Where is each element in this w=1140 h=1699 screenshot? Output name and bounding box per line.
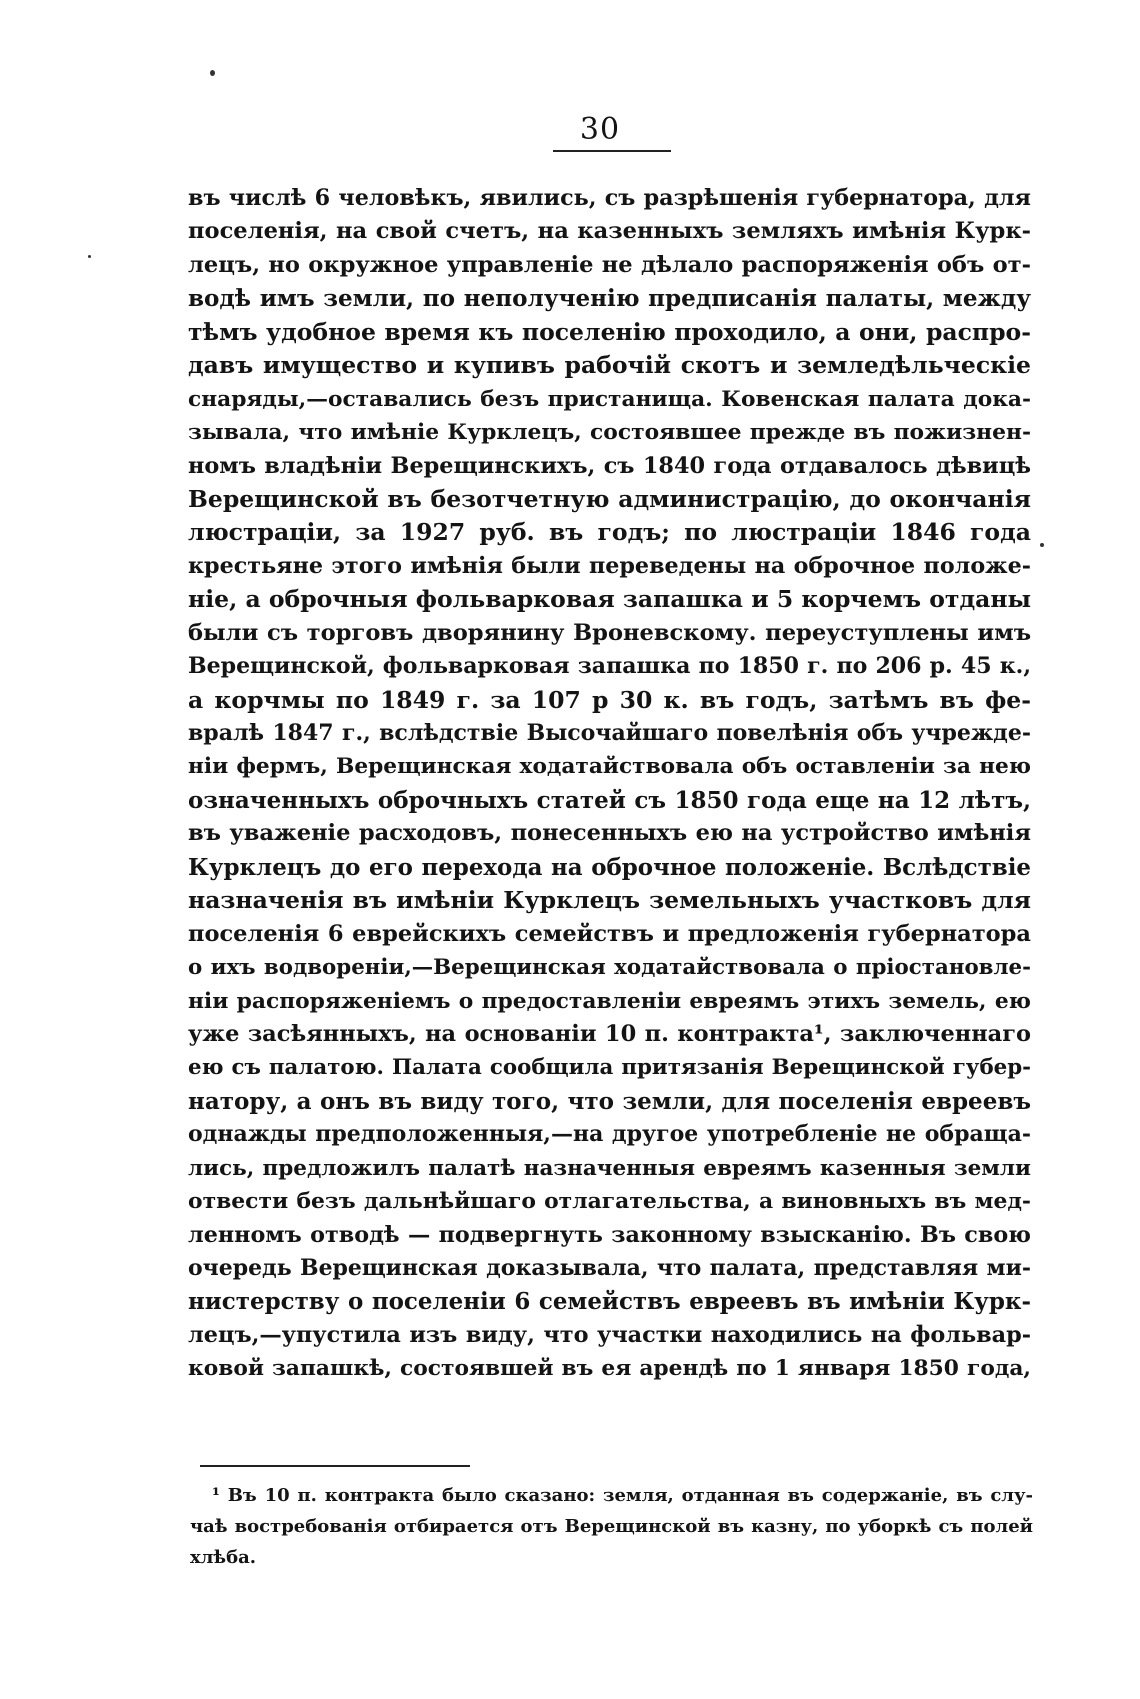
text-line: Верещинской, фольварковая запашка по 1850 г. по 206 р. 45 к., xyxy=(188,653,1031,680)
body-text xyxy=(188,182,1031,1386)
text-line: ніе, а оброчныя фольварковая запашка и 5 корчемъ отданы xyxy=(188,585,1031,614)
text-line: вралѣ 1847 г., вслѣдствіе Высочайшаго повелѣнія объ учрежде- xyxy=(188,720,1031,746)
text-line: снаряды,—оставались безъ пристанища. Ковенская палата дока- xyxy=(188,386,1031,412)
text-line: а корчмы по 1849 г. за 107 р 30 к. въ годъ, затѣмъ въ фе- xyxy=(188,685,1031,714)
text-line: тѣмъ удобное время къ поселенію проходило, а они, распро- xyxy=(188,317,1031,346)
text-line: номъ владѣніи Верещинскихъ, съ 1840 года отдавалось дѣвицѣ xyxy=(188,452,1031,479)
scan-speck xyxy=(210,70,215,76)
text-line: отвести безъ дальнѣйшаго отлагательства, а виновныхъ въ мед- xyxy=(188,1188,1031,1215)
page-number-rule xyxy=(553,150,671,152)
text-line: водѣ имъ земли, по неполученію предписанія палаты, между xyxy=(188,285,1031,313)
text-line: были съ торговъ дворянину Вроневскому. переуступлены имъ xyxy=(188,619,1031,646)
text-line: ею съ палатою. Палата сообщила притязанія Верещинской губер- xyxy=(188,1055,1031,1081)
scan-speck xyxy=(1040,543,1044,547)
text-line: въ уваженіе расходовъ, понесенныхъ ею на устройство имѣнія xyxy=(188,820,1031,847)
text-line: очередь Верещинская доказывала, что палата, представляя ми- xyxy=(188,1255,1031,1281)
text-line: крестьяне этого имѣнія были переведены на оброчное положе- xyxy=(188,552,1031,579)
text-line: зывала, что имѣніе Курклецъ, состоявшее прежде въ пожизнен- xyxy=(188,420,1031,446)
text-line: ніи распоряженіемъ о предоставленіи евреямъ этихъ земель, ею xyxy=(188,988,1031,1014)
footnote-rule xyxy=(200,1465,470,1467)
footnote-line: чаѣ востребованія отбирается отъ Верещинской въ казну, по уборкѣ съ полей xyxy=(190,1516,1033,1537)
scan-speck xyxy=(88,255,91,258)
text-line: Верещинской въ безотчетную администрацію, до окончанія xyxy=(188,484,1031,513)
text-line: люстраціи, за 1927 руб. въ годъ; по люстраціи 1846 года xyxy=(188,518,1031,547)
text-line: давъ имущество и купивъ рабочій скотъ и земледѣльческіе xyxy=(188,351,1031,380)
text-line: въ числѣ 6 человѣкъ, явились, съ разрѣшенія губернатора, для xyxy=(188,185,1031,211)
page-number: 30 xyxy=(579,112,621,147)
text-line: лецъ,—упустила изъ виду, что участки находились на фольвар- xyxy=(188,1321,1031,1348)
footnotes xyxy=(190,1480,1033,1573)
text-line: назначенія въ имѣніи Курклецъ земельныхъ участковъ для xyxy=(188,886,1031,915)
text-line: однажды предположенныя,—на другое употребленіе не обраща- xyxy=(188,1121,1031,1148)
footnote-line: ¹ Въ 10 п. контракта было сказано: земля, отданная въ содержаніе, въ слу- xyxy=(212,1485,1033,1506)
text-line: ніи фермъ, Верещинская ходатайствовала объ оставленіи за нею xyxy=(188,754,1031,780)
text-line: уже засѣянныхъ, на основаніи 10 п. контракта¹, заключеннаго xyxy=(188,1020,1031,1047)
text-line: означенныхъ оброчныхъ статей съ 1850 года еще на 12 лѣтъ, xyxy=(188,786,1031,814)
text-line: о ихъ водвореніи,—Верещинская ходатайствовала о пріостановле- xyxy=(188,955,1031,981)
text-line: ковой запашкѣ, состоявшей въ ея арендѣ по 1 января 1850 года, xyxy=(188,1356,1031,1382)
text-line: нистерству о поселеніи 6 семействъ евреевъ въ имѣніи Курк- xyxy=(188,1288,1031,1316)
text-line: поселенія 6 еврейскихъ семействъ и предложенія губернатора xyxy=(188,920,1031,947)
text-line: натору, а онъ въ виду того, что земли, для поселенія евреевъ xyxy=(188,1087,1031,1115)
text-line: Курклецъ до его перехода на оброчное положеніе. Вслѣдствіе xyxy=(188,853,1031,881)
text-line: лецъ, но окружное управленіе не дѣлало распоряженія объ от- xyxy=(188,251,1031,278)
text-line: поселенія, на свой счетъ, на казенныхъ земляхъ имѣнія Курк- xyxy=(188,218,1031,245)
text-line: лись, предложилъ палатѣ назначенныя евреямъ казенныя земли xyxy=(188,1155,1031,1181)
text-line: ленномъ отводѣ — подвергнуть законному взысканію. Въ свою xyxy=(188,1221,1031,1248)
footnote-line: хлѣба. xyxy=(190,1547,257,1568)
